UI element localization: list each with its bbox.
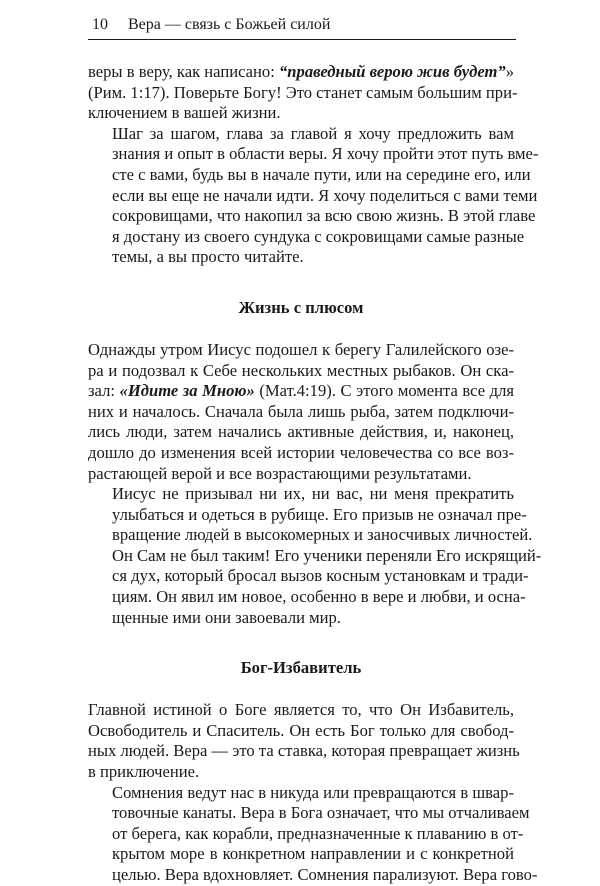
scripture-quote: «Идите за Мною» xyxy=(119,381,255,401)
text-line: товочные канаты. Вера в Бога означает, что мы отчаливаем xyxy=(112,803,530,823)
text-line: целью. Вера вдохновляет. Сомнения парализуют. Вера гово- xyxy=(112,865,538,884)
text-line: ра и подозвал к Себе нескольких местных рыбаков. Он ска- xyxy=(88,360,514,380)
text-fragment: зал: xyxy=(88,381,120,401)
text-fragment: веры в веру, как написано: xyxy=(88,62,279,81)
text-line: знания и опыт в области веры. Я хочу пройти этот путь вме- xyxy=(112,144,539,164)
paragraph-god-1 xyxy=(88,700,520,782)
text-line: (Рим. 1:17). Поверьте Богу! Это станет самым большим при- xyxy=(88,82,518,102)
text-line: я достану из своего сундука с сокровищами самые разные xyxy=(112,226,525,246)
text-line: если вы еще не начали идти. Я хочу поделиться с вами теми xyxy=(112,185,538,205)
text-line xyxy=(88,62,514,83)
text-fragment: » xyxy=(505,62,514,81)
text-line: Сомнения ведут нас в никуда или превращаются в швар- xyxy=(112,782,514,802)
text-line xyxy=(88,381,514,402)
text-line: щенные ими они завоевали мир. xyxy=(112,607,341,627)
paragraph-life-1 xyxy=(88,340,514,484)
text-line: Шаг за шагом, глава за главой я хочу предложить вам xyxy=(112,123,514,143)
text-line: растающей верой и все возрастающими результатами. xyxy=(88,463,472,483)
paragraph-intro-1 xyxy=(88,62,518,124)
running-title: Вера — связь с Божьей силой xyxy=(128,16,331,33)
text-line: сте с вами, будь вы в начале пути, или на середине его, или xyxy=(112,164,531,184)
running-head xyxy=(88,15,516,40)
text-line: ных людей. Вера — это та ставка, которая превращает жизнь xyxy=(88,741,520,761)
text-line: ключением в вашей жизни. xyxy=(88,103,281,123)
text-line: Однажды утром Иисус подошел к берегу Галилейского озе- xyxy=(88,339,514,359)
text-line: них и началось. Сначала была лишь рыба, затем подключи- xyxy=(88,401,514,421)
text-line: вращение людей в высокомерных и заносчивых личностей. xyxy=(112,525,533,545)
text-line: лись люди, затем начались активные действия, и, наконец, xyxy=(88,422,514,442)
text-line: Освободитель и Спаситель. Он есть Бог только для свобод- xyxy=(88,720,514,740)
text-line: Иисус не призывал ни их, ни вас, ни меня прекратить xyxy=(112,484,514,504)
text-line: крытом море в конкретном направлении и с конкретной xyxy=(112,844,514,864)
text-line: Главной истиной о Боге является то, что Он Избавитель, xyxy=(88,700,514,720)
text-fragment: (Мат.4:19). С этого момента все для xyxy=(254,381,515,401)
scripture-quote: “праведный верою жив будет” xyxy=(279,62,506,81)
text-line: Он Сам не был таким! Его ученики переняли Его искрящий- xyxy=(112,545,542,565)
text-line: циям. Он явил им новое, особенно в вере и любви, и осна- xyxy=(112,587,526,607)
text-line: в приключение. xyxy=(88,762,200,782)
section-heading-life: Жизнь с плюсом xyxy=(238,297,364,317)
text-line: темы, а вы просто читайте. xyxy=(112,247,304,267)
paragraph-life-2 xyxy=(88,484,542,628)
text-line: улыбаться и одеться в рубище. Его призыв не означал пре- xyxy=(112,504,527,524)
paragraph-intro-2 xyxy=(88,123,539,268)
paragraph-god-2 xyxy=(88,782,538,886)
text-line: дошло до изменения всей истории человечества со все воз- xyxy=(88,442,514,462)
text-line: ся дух, который бросал вызов косным установкам и тради- xyxy=(112,566,529,586)
text-line: сокровищами, что накопил за всю свою жизнь. В этой главе xyxy=(112,206,536,226)
section-heading-god: Бог-Избавитель xyxy=(240,658,362,678)
page-number: 10 xyxy=(92,16,108,33)
body-text xyxy=(88,62,542,886)
text-line: от берега, как корабли, предназначенные к плаванию в от- xyxy=(112,823,524,843)
